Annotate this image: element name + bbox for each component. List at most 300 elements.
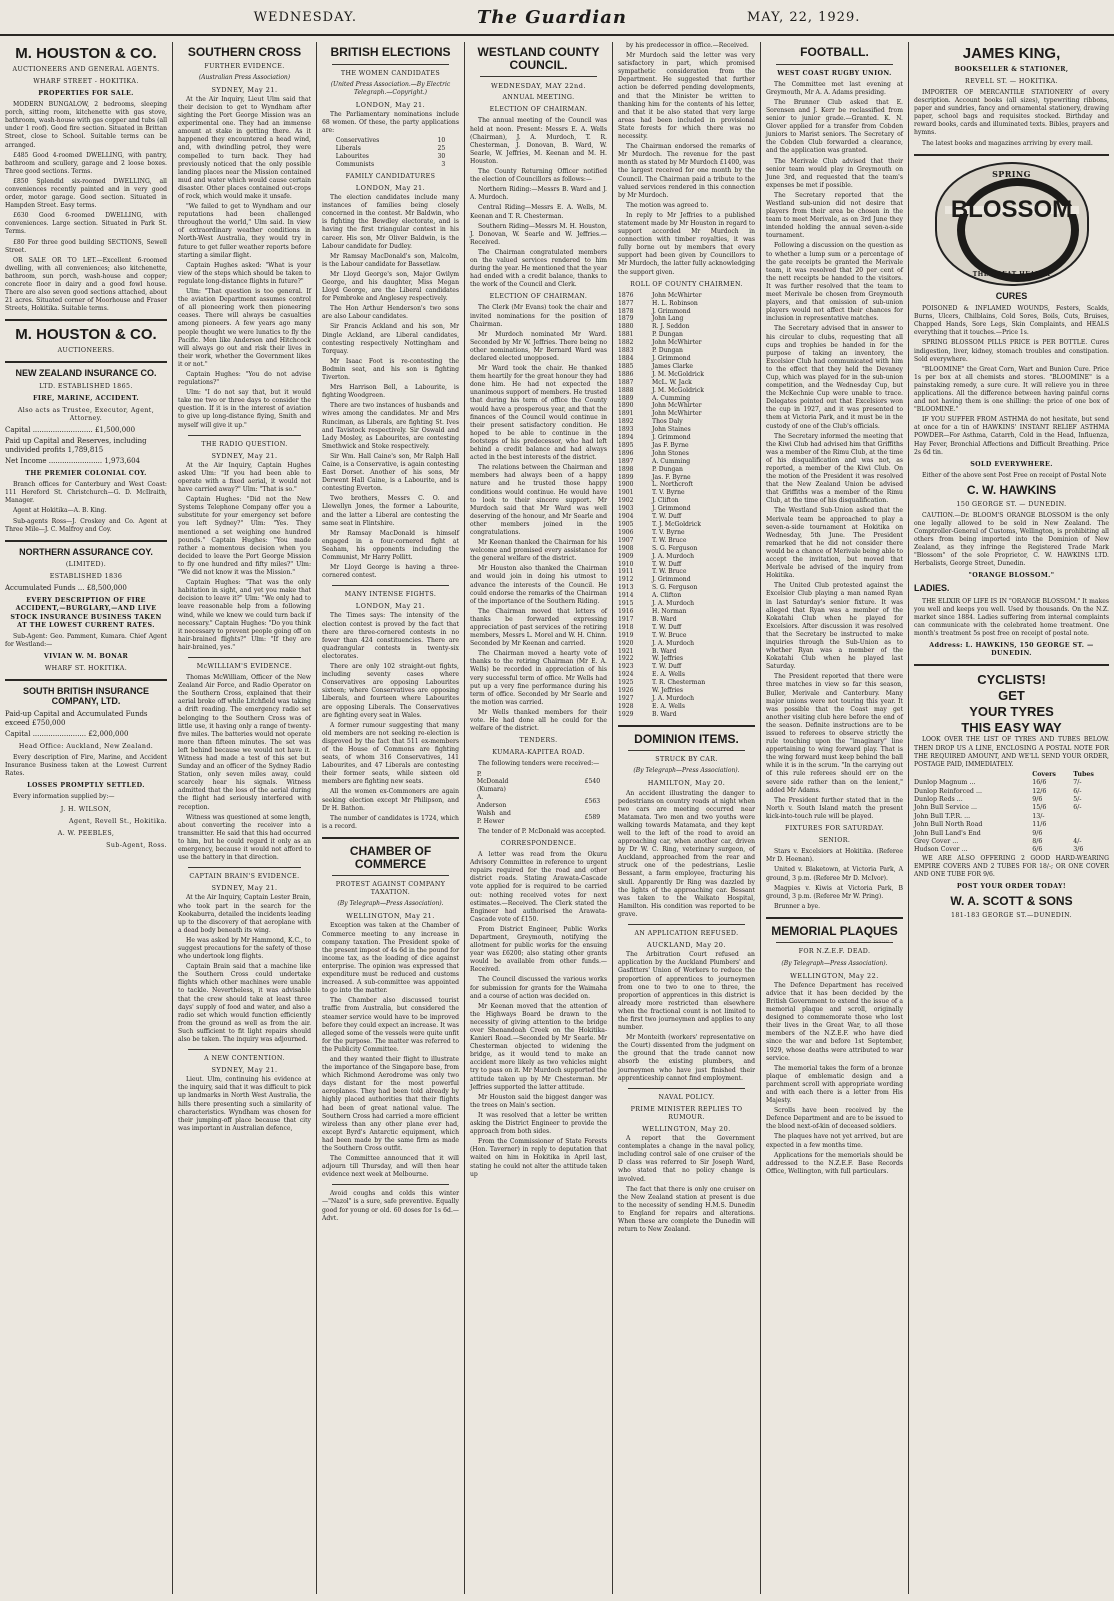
ad-sold-everywhere: SOLD EVERYWHERE. xyxy=(970,460,1053,468)
roll-year: 1895 xyxy=(618,441,634,449)
advertiser-address: REVELL ST. — HOKITIKA. xyxy=(964,77,1059,85)
article-paragraph: Captain Brain said that a machine like the Southern Cross could undertake flights which other machines were unable to tackle. Nevertheless, it was advisable that the crew should take at least three days' supply of food and water, and also a radio set which would function efficiently from the ground as well as from the air. Such sufficient to fit light repairs should also be taken. The inquiry was adjourned. xyxy=(178,963,311,1043)
article-paragraph: Magpies v. Kiwis at Victoria Park, B ground, 3 p.m. (Referee Mr W. Pring). xyxy=(766,884,903,900)
ad-paragraph: THE ELIXIR OF LIFE IS IN "ORANGE BLOSSOM." It makes you well and keeps you well. Used by thousands. On the N.Z. market since 1884. Ladies suffering from internal complaints can communicate with the celebrated home treatment. One month's treatment 5s post free on receipt of postal note. xyxy=(914,597,1109,638)
article-paragraph: The tender of P. McDonald was accepted. xyxy=(478,827,606,835)
article-paragraph: Ulm: "That question is too general. If the aviation Department assumes control of all pioneering work then pioneering ceases. There will always be casualties among pioneers. A few years ago many people thought we were lunatics to fly the Pacific. Men like Anderson and Hitchcock will always go out and risk their lives in their work, whether the Government likes it or not." xyxy=(178,288,311,368)
tyre-column-header: Tubes xyxy=(1073,770,1094,778)
roll-row xyxy=(618,711,755,719)
tyre-tube-price: 5/- xyxy=(1073,796,1082,804)
insurance-description: EVERY DESCRIPTION OF FIRE ACCIDENT,—BURGLARY,—AND LIVE STOCK INSURANCE BUSINESS TAKEN AT THE LOWEST CURRENT RATES. xyxy=(10,597,162,629)
article-subheading: STRUCK BY CAR. xyxy=(655,756,718,764)
article-dateline: WELLINGTON, May 22. xyxy=(790,971,879,980)
roll-year: 1886 xyxy=(618,370,634,378)
article-paragraph: Two brothers, Messrs C. O. and Llewellyn Jones, the former a Labourite, and the latter a Liberal are contesting the same seat in Flintshire. xyxy=(322,495,459,527)
article-paragraph: At the Air Inquiry, Lieut Ulm said that their decision to get to Wyndham after sighting the Port George Mission was an experimental one. They had an immense amount at stake in getting there. As it happened they encountered a head wind, and, with dwindling petrol, they were compelled to turn back. They had previously noticed that the only possible landing places near the Mission contained mud and water which would cause certain disaster. Other places contained out-crops of rock, which would make it unsafe. xyxy=(178,95,311,200)
roll-year: 1918 xyxy=(618,623,634,631)
insurance-subagents: Sub-agents Ross—J. Croskey and Co. Agent at Three Mile—J. C. Malfroy and Coy. xyxy=(5,517,167,533)
roll-year: 1927 xyxy=(618,694,634,702)
property-listing: £485 Good 4-roomed DWELLING, with pantry, bathroom and scullery, garage and 2 loose boxes. Three good sections. Terms. xyxy=(5,151,167,175)
ad-paragraph: CAUTION.—Dr. BLOOM'S ORANGE BLOSSOM is the only one legally allowed to be sold in New Zealand. The Comptroller-General of Customs, Wellington, is prohibiting all others from being imported into the Dominion of New Zealand, as they infringe the Registered Trade Mark "Blossom" of the sole Proprietor, C. W. HAWKINS LTD. Herbalists, George Street, Dunedin. xyxy=(914,511,1109,568)
insurance-tagline: THE PREMIER COLONIAL COY. xyxy=(25,470,147,478)
agent-name: VIVIAN W. M. BONAR xyxy=(43,652,129,660)
roll-year: 1913 xyxy=(618,584,634,592)
article-paragraph: Thomas McWilliam, Officer of the New Zealand Air Force, and Radio Operator on the Southern Cross, explained that their aerial broke off while Litchfield was taking a drift reading. The emergency radio set belonging to the Southern Cross was of little use, it having only a range of twenty-five miles. The batteries would not operate more than fifteen minutes. The set was left behind because we would not have it. Witness had made a test of this set but Sunday and an officer of the Sydney Radio Station, only seven miles away, could scarcely hear his signals. Witness admitted that the loss of the aerial during the flight had seriously interfered with reception. xyxy=(178,674,311,811)
article-headline: BRITISH ELECTIONS xyxy=(330,45,451,59)
roll-row xyxy=(618,347,755,355)
roll-row xyxy=(618,584,755,592)
roll-year: 1892 xyxy=(618,418,634,426)
article-paragraph: The Chairman endorsed the remarks of Mr Murdoch. The revenue for the past month as stated by Mr Murdoch £1400, was the largest received for one month by the Council. The Chairman paid a tribute to the valued services rendered in this connection by Mr Murdoch. xyxy=(618,143,756,199)
insurance-company-name: SOUTH BRITISH INSURANCE COMPANY, LTD. xyxy=(22,686,149,706)
roll-row xyxy=(618,481,755,489)
roll-year: 1900 xyxy=(618,481,634,489)
tyre-row xyxy=(914,813,1109,821)
article-paragraph: The number of candidates is 1724, which is a record. xyxy=(322,814,459,830)
roll-year: 1896 xyxy=(618,449,634,457)
article-paragraph: The President reported that there were three matches in view so far this season, Buller, Merivale and Canterbury. Many major unions were not touring this year. It was possible that the Coast may get another visiting club here before the end of the season. Definite instructions are to be issued to referees to observe strictly the rule touching upon the "imaginary" line appertaining to wing forward play. That is the wing forward must keep behind the ball while it is in the scrum. "In the carrying out of this rule referees should err on the severe side rather than on the lenient," added Mr Adams. xyxy=(766,673,903,794)
article-dateline: LONDON, May 21. xyxy=(355,602,426,611)
party-table xyxy=(336,137,446,169)
roll-row xyxy=(618,458,755,466)
party-name: Liberals xyxy=(335,145,361,153)
divider xyxy=(322,837,459,839)
roll-year: 1903 xyxy=(618,505,634,513)
article-subheading: MANY INTENSE FIGHTS. xyxy=(344,591,437,599)
roll-row xyxy=(618,561,755,569)
roll-row xyxy=(618,513,755,521)
roll-chairman: J. Grimmond xyxy=(652,505,691,513)
article-subheading: PRIME MINISTER REPLIES TO RUMOUR. xyxy=(630,1105,743,1121)
roll-chairman: J. A. Murdoch xyxy=(652,600,695,608)
article-paragraph: Mr Murdoch nominated Mr Ward. Seconded by Mr W. Jeffries. There being no other nominations, Mr Bernard Ward was declared elected unopposed. xyxy=(470,330,607,362)
roll-chairman: J. M. McGoldrick xyxy=(652,386,704,394)
article-paragraph: by his predecessor in office.—Received. xyxy=(626,42,749,49)
article-dateline: AUCKLAND, May 20. xyxy=(647,941,726,950)
article-paragraph: Southern Riding—Messrs M. H. Houston, J. Donovan, W. Searle and W. Jeffries.—Received. xyxy=(470,222,607,246)
roll-chairman: H. L. Robinson xyxy=(652,299,698,307)
article-paragraph: It was resolved that a letter be written asking the District Engineer to provide the approach from both sides. xyxy=(470,1111,607,1136)
article-paragraph: An accident illustrating the danger to pedestrians on country roads at night when two cars are meeting occurred near Matamata. Two men and two youths were walking towards Matamata, and they kept well to the left of the road to avoid an approaching car, when another car, driven by Dr W. C. Ring, veterinary surgeon, of Auckland, approached from the rear and struck one of the pedestrians, Leslie Bessant, a farm employee, fracturing his skull. Apparently Dr Ring was dazzled by the lights of the approaching car. Bessant was taken to the Waikato Hospital, Hamilton. His condition was reported to be grave. xyxy=(618,789,755,918)
divider xyxy=(188,1049,301,1050)
article-subheading: AN APPLICATION REFUSED. xyxy=(634,930,739,938)
insurance-agent: Agent at Hokitika—A. B. King. xyxy=(13,507,107,515)
divider xyxy=(618,725,755,727)
divider xyxy=(5,361,167,363)
divider xyxy=(628,1088,745,1089)
party-name: Conservatives xyxy=(335,137,380,145)
tyre-tube-price: 6/- xyxy=(1073,804,1082,812)
insurance-company-name: NEW ZEALAND INSURANCE CO. xyxy=(15,368,157,379)
insurance-agents: Sub-Agent: Geo. Pamment, Kumara. Chief Agent for Westland:— xyxy=(5,632,167,648)
article-paragraph: and they wanted their flight to illustrate the importance of the Singapore base, from which Richmond Aerodrome was only two days distant for the most powerful aeroplanes. They had been told already by highly placed authorities that their flights had been of great national value. The Southern Cross had carried a more efficient wireless than any other plane ever had, except Byrd's Antarctic equipment, which had been made by the same firm as made the Southern Cross outfit. xyxy=(322,1055,459,1152)
article-headline: CHAMBER OF COMMERCE xyxy=(349,843,432,871)
tyre-cover-price: 9/6 xyxy=(1032,796,1043,804)
roll-year: 1907 xyxy=(618,536,634,544)
roll-row xyxy=(618,363,755,371)
roll-chairman: J. A. Murdoch xyxy=(652,552,695,560)
roll-year: 1884 xyxy=(618,354,634,362)
article-paragraph: All the women ex-Commoners are again seeking election except Mr Philipson, and Dr H. Bathon. xyxy=(322,788,459,812)
article-paragraph: The Hon Arthur Henderson's two sons are also Labour candidates. xyxy=(322,305,459,321)
property-listing: £630 Good 6-roomed DWELLING, with conveniences. Large section. Situated in Park St. Terms. xyxy=(5,212,167,236)
roll-year: 1893 xyxy=(618,426,634,434)
roll-chairman: James Clarke xyxy=(652,362,693,370)
divider xyxy=(188,435,301,436)
firm-address: WHARF STREET - HOKITIKA. xyxy=(33,77,139,85)
article-paragraph: Sir Francis Ackland and his son, Mr Dingle Ackland, are Liberal candidates, contesting respectively Nottingham and Torquay. xyxy=(322,323,459,355)
divider xyxy=(5,540,167,542)
roll-row xyxy=(618,387,755,395)
article-subheading: FIXTURES FOR SATURDAY. xyxy=(784,825,885,833)
article-credit: (Australian Press Association) xyxy=(198,73,291,81)
article-paragraph: He was asked by Mr Hammond, K.C., to suggest precautions for the safety of those who undertook long flights. xyxy=(178,936,311,961)
roll-year: 1889 xyxy=(618,394,634,402)
roll-year: 1904 xyxy=(618,513,634,521)
article-dateline: SYDNEY, May 21. xyxy=(211,451,278,460)
roll-row xyxy=(618,648,755,656)
roll-chairman: H. Norman xyxy=(652,607,687,615)
article-dateline: WELLINGTON, May 20. xyxy=(642,1125,731,1133)
tender-name: P. McDonald (Kumara) xyxy=(476,770,509,794)
column-2-southern-cross xyxy=(173,42,316,1594)
property-listing: £80 For three good building SECTIONS, Sewell Street. xyxy=(5,238,167,254)
ad-paragraph: WE ARE ALSO OFFERING 2 GOOD HARD-WEARING EMPIRE COVERS AND 2 TUBES FOR 18/-; OR ONE COVER AND ONE TUBE FOR 9/6. xyxy=(914,854,1109,879)
article-paragraph: The Arbitration Court refused an application by the Auckland Plumbers' and Gasfitters' Union of Workers to reduce the proportion of apprentices to journeymen from one to two to one to three, the proportion of apprentices in this district is already more restricted than elsewhere when the fractional count is not limited to the first two journeymen and applies to any number. xyxy=(618,951,755,1032)
article-subheading: FOR N.Z.E.F. DEAD. xyxy=(798,948,871,956)
roll-year: 1890 xyxy=(618,402,634,410)
column-3-british-elections xyxy=(317,42,464,1594)
roll-chairman: Jas. F. Byrne xyxy=(652,473,691,481)
article-dateline: SYDNEY, May 21. xyxy=(211,85,278,94)
article-dateline: WELLINGTON, May 21. xyxy=(346,912,435,921)
tyre-tube-price: 3/6 xyxy=(1073,846,1084,854)
insurance-losses: LOSSES PROMPTLY SETTLED. xyxy=(27,782,145,790)
article-paragraph: The Secretary informed the meeting that the Kiwi Club had advised him that Griffiths was a member of the Rimu Club, at the time of his disqualification and was not, as reported, a member of the Kiwi Club. On the motion of the President it was resolved that the New Zealand Union be advised that Griffiths was a member of the Rimu Club, at the time of his disqualification. xyxy=(766,432,903,505)
roll-chairman: John McWhirter xyxy=(652,402,702,410)
ad-heading: CURES xyxy=(995,290,1028,301)
roll-row xyxy=(618,655,755,663)
roll-row xyxy=(618,624,755,632)
article-paragraph: The plaques have not yet arrived, but are expected in a few months time. xyxy=(766,1133,903,1149)
article-paragraph: Mr Ward took the chair. He thanked them heartily for the great honour they had done him. He had not expected the unanimous support of members. He trusted that during his term of office the County would have a prosperous year, and that the finances of the Council would continue in their present satisfactory condition. He hoped to be able to continue in the footsteps of his predecessor, who had left behind a credit balance and had always acted in the best interests of the district. xyxy=(470,365,607,462)
roll-row xyxy=(618,679,755,687)
roll-chairman: T. R. Chesterman xyxy=(652,679,706,687)
roll-chairman: John McWhirter xyxy=(652,339,702,347)
roll-row xyxy=(618,695,755,703)
roll-year: 1928 xyxy=(618,702,634,710)
tyre-tube-price xyxy=(1073,813,1109,821)
column-5-council-and-dominion xyxy=(613,42,760,1594)
roll-row xyxy=(618,315,755,323)
roll-chairman: S. G. Ferguson xyxy=(652,584,698,592)
roll-row xyxy=(618,371,755,379)
divider xyxy=(776,64,893,65)
spring-blossom-logo xyxy=(935,162,1089,286)
article-paragraph: There are only 102 straight-out fights, including seventy cases where Conservatives are opposing Labourites sixteen; where Conservatives are opposing Liberals, and fourteen where Labourites are opposing Liberals. The Conservatives are fighting every seat in Wales. xyxy=(322,663,459,719)
cyclists-heading: GET xyxy=(998,688,1025,704)
article-subheading: NAVAL POLICY. xyxy=(658,1093,715,1101)
roll-year: 1882 xyxy=(618,339,634,347)
article-paragraph: Sir Wm. Hall Caine's son, Mr Ralph Hall Caine, is a Conservative, is again contesting East Dorset. Another of his sons, Mr Derwent Hall Caine, is a Labourite, and is contesting Everton. xyxy=(322,452,459,493)
tyre-tube-price: 4/- xyxy=(1073,838,1082,846)
article-paragraph: The Defence Department has received advice that it has been decided by the British Government to extend the issue of a memorial plaque and scroll, originally designed to commemorate those who lost their lives in the Great War, to all those members of the N.Z.E.F. who have died since the war and before 1st September, 1929, whose deaths were attributed to war service. xyxy=(766,981,903,1062)
article-paragraph: Mr Lloyd George's son, Major Gwilym George, and his daughter, Miss Megan Lloyd George, are the Liberal candidates for Pembroke and Anglesey respectively. xyxy=(322,270,459,303)
tender-amount: £563 xyxy=(584,798,601,806)
advertiser-address: 181-183 GEORGE ST.—DUNEDIN. xyxy=(950,911,1073,919)
property-listing: OR SALE OR TO LET.—Excellent 6-roomed dwelling, with all conveniences; also kitchenette, bathroom, sun porch, wash-house and copper; concrete floor in dairy and a good fowl house. There are also seven good sections attached, about 21 acres. Situated corner of Moorhouse and Fraser Streets, Hokitika. Suitable terms. xyxy=(5,256,167,313)
article-dateline: LONDON, May 21. xyxy=(355,183,426,192)
ad-paragraph: IF YOU SUFFER FROM ASTHMA do not hesitate, but send at once for a tin of HAWKINS' INSTANT RELIEF ASTHMA POWDER—For Asthma, Catarrh, Cold in the Head, Influenza, Hay Fever, Bronchial Affections and Difficult Breathing. Price 2s 6d tin. xyxy=(914,416,1109,456)
party-count: 25 xyxy=(437,145,446,153)
article-paragraph: The following tenders were received:— xyxy=(478,760,600,768)
tyre-cover-price: 8/6 xyxy=(1032,838,1043,846)
party-count: 30 xyxy=(437,153,446,161)
party-row xyxy=(336,153,446,161)
article-paragraph: The Times says: The intensity of the election contest is proved by the fact that there are three-cornered contests in no fewer than 424 constituencies. There are quadrangular contests in twenty-six electorates. xyxy=(322,612,459,660)
roll-year: 1906 xyxy=(618,528,634,536)
roll-year: 1883 xyxy=(618,347,634,355)
article-subheading: ANNUAL MEETING. xyxy=(502,94,575,102)
roll-row xyxy=(618,300,755,308)
roll-row xyxy=(618,426,755,434)
divider xyxy=(914,154,1109,156)
divider xyxy=(188,867,301,868)
roll-row xyxy=(618,505,755,513)
logo-top-text: SPRING xyxy=(992,168,1031,179)
tyre-name: John Bull Land's End xyxy=(914,829,981,837)
roll-year: 1908 xyxy=(618,544,634,552)
article-paragraph: Following a discussion on the question as to whether a lump sum or a percentage of the gate receipts be granted the Merivale team, it was resolved that 20 per cent of the nett receipts be handed to the visitors. It was further resolved that the team to meet Merivale be chosen from Greymouth players, and that omission of sub-union players would not affect their chances for inclusion in representative matches. xyxy=(766,242,903,323)
roll-chairman: A. Cumming xyxy=(652,457,691,465)
roll-chairman: E. A. Wells xyxy=(652,702,685,710)
roll-row xyxy=(618,395,755,403)
roll-chairman: T. V. Byrne xyxy=(652,528,685,536)
insurance-established: ESTABLISHED 1836 xyxy=(49,573,123,581)
property-listing: £850 Splendid six-roomed DWELLING, all conveniences recently painted and in very good order, motor garage. Good section. Situated in Hampden Street. Easy terms. xyxy=(5,177,167,210)
article-paragraph: Mr Monteith (workers' representative on the Court) dissented from the judgment on the ground that the trade cannot now absorb the existing plumbers, and journeymen who have just finished their apprenticeship cannot find employment. xyxy=(618,1034,755,1082)
roll-year: 1923 xyxy=(618,663,634,671)
article-paragraph: The Chairman moved a hearty vote of thanks to the retiring Chairman (Mr E. A. Wells) be recorded in appreciation of his very successful term of office. Mr Wells had put up a very fine performance during his term of office. Seconded by Mr Searle and the motion was carried. xyxy=(470,650,607,706)
roll-chairman: John Stones xyxy=(652,449,689,457)
tyre-column-header: Covers xyxy=(1032,770,1056,778)
insurance-lines: FIRE, MARINE, ACCIDENT. xyxy=(33,394,139,402)
tender-name: A. Anderson xyxy=(476,794,507,810)
roll-year: 1922 xyxy=(618,655,634,663)
cyclists-heading: YOUR TYRES xyxy=(969,704,1054,720)
ad-paragraph: LOOK OVER THE LIST OF TYRES AND TUBES BELOW. THEN DROP US A LINE, ENCLOSING A POSTAL NOTE FOR THE REQUIRED AMOUNT, AND WE'LL SEND YOUR ORDER, POSTAGE PAID, IMMEDIATELY. xyxy=(914,736,1109,768)
article-paragraph: Mr Ramsay MacDonald's son, Malcolm, is the Labour candidate for Bassetlaw. xyxy=(322,252,459,268)
cyclists-heading: CYCLISTS! xyxy=(977,672,1046,688)
insurance-paid-up: Paid-up Capital and Accumulated Funds exceed £750,000 xyxy=(5,709,148,727)
roll-year: 1901 xyxy=(618,489,634,497)
article-headline: FOOTBALL. xyxy=(800,45,869,59)
tender-row xyxy=(477,794,600,810)
divider xyxy=(332,64,449,65)
article-paragraph: A former rumour suggesting that many old members are not seeking re-election is disproved by the fact that 511 ex-members of the House of Commons are fighting seats, of whom 316 Conservatives, 141 Labourites, and 47 Liberals are contesting their former seats, while sixteen old members are fighting new seats. xyxy=(322,721,459,786)
insurance-income: Net Income ........................ 1,973,604 xyxy=(5,457,140,466)
firm-subtitle: AUCTIONEERS. xyxy=(57,347,115,355)
tyre-name: Grey Cover ... xyxy=(914,838,959,846)
article-paragraph: The Council discussed the various works for submission for grants for the Waimaha and a course of action was decided on. xyxy=(470,976,607,1000)
roll-row xyxy=(618,608,755,616)
roll-chairman: T. W. Bruce xyxy=(652,568,687,576)
article-paragraph: The Westland Sub-Union asked that the Merivale team be approached to play a seven-a-side tournament at Hokitika on Wednesday, 5th June. The President remarked that he did not consider there would be a chance of Merivale being able to accept the invitation, but moved that Merivale be advised of the inquiry from Hokitika. xyxy=(766,507,903,580)
article-credit: (By Telegraph—Press Association). xyxy=(781,959,888,967)
tyre-cover-price: 11/6 xyxy=(1032,821,1047,829)
roll-chairman: T. W. Bruce xyxy=(652,536,687,544)
roll-chairman: Thos Daly xyxy=(652,418,683,426)
ad-paragraph: Either of the above sent Post Free on receipt of Postal Note xyxy=(922,471,1107,479)
roll-year: 1921 xyxy=(618,647,634,655)
roll-chairman: J. A. Murdoch xyxy=(652,639,695,647)
article-paragraph: The United Club protested against the Excelsior Club playing a man named Ryan in last Saturday's senior fixture. It was alleged that Ryan was a member of the Kokatahi Club when he played for Excelsiors. After discussion it was resolved that the Secretary be instructed to make inquiries through the Sub-Union as to whether Ryan was a member of the Kokatahi Club when he played last Saturday. xyxy=(766,582,903,671)
divider xyxy=(5,679,167,681)
article-paragraph: Captain Hughes: "That was the only habitation in sight, and yet you make that decision to leave it?" Ulm: "We only had to leave reasonable help from a following wind, while we knew we could turn back if necessary." Captain Hughes: "Do you think it necessary to prevent people going off on hair-brained flights?" Ulm: "If they are hair-brained, yes." xyxy=(178,579,311,651)
roll-chairman: E. A. Wells xyxy=(652,671,685,679)
roll-chairman: B. Ward xyxy=(652,647,677,655)
article-paragraph: Scrolls have been received by the Defence Department and are to be issued to the blood next-of-kin of deceased soldiers. xyxy=(766,1107,903,1131)
masthead xyxy=(0,0,1114,36)
tyre-cover-price: 15/6 xyxy=(1032,804,1047,812)
masthead-day: WEDNESDAY. xyxy=(253,9,357,25)
article-subheading: THE WOMEN CANDIDATES xyxy=(340,69,441,77)
roll-row xyxy=(618,292,755,300)
column-1-advertisements xyxy=(0,42,172,1594)
article-paragraph: Mr Murdoch said the letter was very satisfactory in part, which promised sympathetic consideration from the Department. He suggested that further action be deferred pending developments, and that the Minister be written to thanking him for the contents of his letter, and that it be also stated that very large areas had been included in provisional State forests for which there was no necessity. xyxy=(618,52,755,141)
article-dateline: HAMILTON, May 20. xyxy=(647,779,726,788)
insurance-trustee: Also acts as Trustee, Executor, Agent, Attorney. xyxy=(17,406,155,422)
article-paragraph: Lieut. Ulm, continuing his evidence at the inquiry, said that it was difficult to pick up landmarks in North West Australia, the hills there presenting such a similarity of characteristics. Wyndham was chosen for their jumping-off place because that city was important in Australian defence, xyxy=(178,1076,311,1132)
roll-year: 1876 xyxy=(618,291,634,299)
article-paragraph: "We failed to get to Wyndham and our reputations had been challenged throughout the world," Ulm said. In view of extraordinary weather conditions in North-West Australia, they would try in future to get fuller weather reports before starting a similar flight. xyxy=(178,203,311,259)
tender-row xyxy=(477,771,600,795)
roll-year: 1897 xyxy=(618,457,634,465)
roll-year: 1914 xyxy=(618,592,634,600)
tyre-row xyxy=(914,821,1109,829)
insurance-branch: Branch offices for Canterbury and West Coast: 111 Hereford St. Christchurch—G. D. McIlraith, Manager. xyxy=(5,481,167,505)
logo-ring xyxy=(957,178,1079,282)
tender-name: Walsh and P. Hewer xyxy=(476,810,511,825)
roll-year: 1926 xyxy=(618,687,634,695)
roll-chairman: B. Ward xyxy=(652,615,677,623)
column-4-county-council xyxy=(465,42,612,1594)
divider xyxy=(5,319,167,321)
roll-chairman: John McWhirter xyxy=(652,410,702,418)
roll-chairman: J. A. Murdoch xyxy=(652,694,695,702)
tender-row xyxy=(477,810,600,826)
roll-chairman: John Lang xyxy=(652,315,684,323)
article-subheading: WEST COAST RUGBY UNION. xyxy=(777,69,892,77)
article-paragraph: The Brunner Club asked that E. Sorensen and J. Kerr be reclassified from senior to junior grade.—Granted. K. N. Glover applied for a transfer from Cobden juniors to Marist seniors. The Secretary of the Cobden Club forwarded a clearance, and the application was granted. xyxy=(766,98,903,155)
roll-row xyxy=(618,355,755,363)
article-paragraph: The memorial takes the form of a bronze plaque of emblematic design and a parchment scroll with appropriate wording and with each there is a letter from His Majesty. xyxy=(766,1064,903,1105)
divider xyxy=(332,585,449,586)
article-paragraph: Central Riding—Messrs E. A. Wells, M. Keenan and T. R. Chesterman. xyxy=(470,204,607,220)
ad-paragraph: IMPORTER OF MERCANTILE STATIONERY of every description. Account books (all sizes), typewriting ribbons, paper and sundries, fancy and ornamental stationery, drawing paper, school bags and requisites stocked. Birthday and reward books, cards and illuminated texts. Bibles, prayers and hymns. xyxy=(914,88,1109,137)
properties-heading: PROPERTIES FOR SALE. xyxy=(38,89,134,97)
masthead-title: The Guardian xyxy=(477,6,627,28)
roll-chairman: T. W. Duff xyxy=(652,560,682,568)
column-6-football xyxy=(761,42,908,1594)
roll-year: 1894 xyxy=(618,434,634,442)
article-subheading: CORRESPONDENCE. xyxy=(500,839,577,847)
tyre-row xyxy=(914,796,1109,804)
article-subheading: FAMILY CANDIDATURES xyxy=(345,172,436,180)
ad-paragraph: SPRING BLOSSOM PILLS PRICE is PER BOTTLE. Cures indigestion, liver, kidney, stomach troubles and constipation. Sold everywhere. xyxy=(914,339,1109,363)
tyre-row xyxy=(914,846,1109,854)
roll-row xyxy=(618,410,755,418)
article-paragraph: Mr Houston also thanked the Chairman and would join in doing his utmost to advance the interests of the Council. He could endorse the remarks of the Chairman of the importance of the Southern Riding. xyxy=(470,565,607,605)
tyre-row xyxy=(914,779,1109,787)
article-paragraph: Applications for the memorials should be addressed to the N.Z.E.F. Base Records Office, Wellington, with full particulars. xyxy=(766,1151,903,1175)
roll-chairman: J. Grimmond xyxy=(652,307,691,315)
roll-chairman: W. Jeffries xyxy=(652,655,684,663)
ad-call-to-action: POST YOUR ORDER TODAY! xyxy=(956,883,1067,891)
classified-ad: Avoid coughs and colds this winter—"Nazol" is a sure, safe preventive. Equally good for young or old. 60 doses for 1s 6d.—Advt. xyxy=(322,1190,459,1222)
tyre-cover-price: 6/6 xyxy=(1032,846,1043,854)
masthead-date: MAY, 22, 1929. xyxy=(746,9,861,25)
ad-heading: LADIES. xyxy=(914,583,950,594)
roll-chairman: T. V. Byrne xyxy=(652,489,685,497)
roll-year: 1899 xyxy=(618,473,634,481)
tyre-cover-price: 13/- xyxy=(1032,812,1045,820)
article-subheading: A NEW CONTENTION. xyxy=(204,1055,285,1063)
insurance-capital: Capital ........................... £1,500,000 xyxy=(5,426,136,435)
advertiser-name: C. W. HAWKINS xyxy=(966,482,1057,497)
roll-year: 1891 xyxy=(618,410,634,418)
roll-year: 1920 xyxy=(618,639,634,647)
tender-amount: £589 xyxy=(584,813,601,821)
divider xyxy=(628,750,745,751)
article-headline: MEMORIAL PLAQUES xyxy=(771,923,898,938)
roll-chairman: A. Clifton xyxy=(652,592,682,600)
roll-chairman: P. Dungan xyxy=(652,465,683,473)
article-paragraph: Exception was taken at the Chamber of Commerce meeting to any increase in company taxation. The President spoke of the present impost of 4s 6d in the pound for income tax, as the loading of dice against enterprise. The opinion was expressed that expenditure must be reduced and customs increased. A sub-committee was appointed to go into the matter. xyxy=(322,922,459,995)
article-paragraph: Ulm: "I do not say that, but it would take me two or three days to consider the question. If it is in the interest of aviation to give up long-distance flying, Smith and myself will give it up." xyxy=(178,389,311,429)
article-paragraph: Mr Lloyd George is having a three-cornered contest. xyxy=(322,564,459,580)
article-paragraph: The Chamber also discussed tourist traffic from Australia, but considered the steamer service would have to be improved before they could expect an increase. It was alleged some of the vessels were quite unfit for the purpose. The matter was referred to the Publicity Committee. xyxy=(322,997,459,1053)
roll-chairman: L. Northcroft xyxy=(652,481,693,489)
divider xyxy=(776,942,893,943)
ad-heading: "ORANGE BLOSSOM." xyxy=(968,572,1055,580)
article-subheading: McWILLIAM'S EVIDENCE. xyxy=(196,662,293,670)
insurance-capital: Capital ........................ £2,000,000 xyxy=(5,729,129,738)
advertiser-trade: BOOKSELLER & STATIONER, xyxy=(954,65,1069,73)
article-paragraph: The Chairman congratulated members on the valued services rendered to him during the year. He mentioned that the year had ended with a credit balance, thanks to the work of the Council and Clerk. xyxy=(470,248,607,289)
article-paragraph: Captain Hughes: "Did not the New Systems Telephone Company offer you a substitute for your emergency set before you left Sydney?" Ulm: "Yes. They mentioned a set weighing one hundred pounds." Captain Hughes: "You made rather a momentous decision when you decided to leave the Port George Mission to fly one hundred and fifty miles?" Ulm: "We did not know it was the Mission." xyxy=(178,496,311,577)
tyre-tube-price xyxy=(1073,830,1109,838)
article-credit: (By Telegraph—Press Association). xyxy=(337,900,444,908)
roll-chairman: W. Jeffries xyxy=(652,687,684,695)
divider xyxy=(188,657,301,658)
roll-row xyxy=(618,339,755,347)
article-headline: DOMINION ITEMS. xyxy=(634,731,739,746)
party-count: 3 xyxy=(441,160,446,168)
article-subheading: TENDERS. xyxy=(519,737,558,745)
tyre-name: Dunlop Reinforced ... xyxy=(914,787,982,795)
article-paragraph: There are two instances of husbands and wives among the candidates. Mr and Mrs Runciman, as Liberals, are fighting St. Ives and Tavistock respectively. Sir Oswald and Lady Mosley, as Labourites, are contesting Smethwick and Stoke respectively. xyxy=(322,402,459,450)
agent-name: A. W. PEEBLES, xyxy=(57,829,115,837)
roll-row xyxy=(618,576,755,584)
article-paragraph: In reply to Mr Jeffries to a published statement made by Mr Houston in regard to support accorded Mr Murdoch in connection with timber royalties, it was fully borne out by members that every support had been given by Councillors to Mr Murdoch, the latter fully acknowledging the support given. xyxy=(618,211,755,276)
roll-year: 1925 xyxy=(618,679,634,687)
divider xyxy=(332,1184,449,1185)
tyre-row xyxy=(914,830,1109,838)
insurance-description: Every description of Fire, Marine, and Accident Insurance Business taken at the Lowest Current Rates. xyxy=(5,754,167,778)
insurance-reserves: Paid up Capital and Reserves, including undivided profits 1,789,815 xyxy=(5,437,147,455)
article-headline: SOUTHERN CROSS xyxy=(187,45,302,59)
